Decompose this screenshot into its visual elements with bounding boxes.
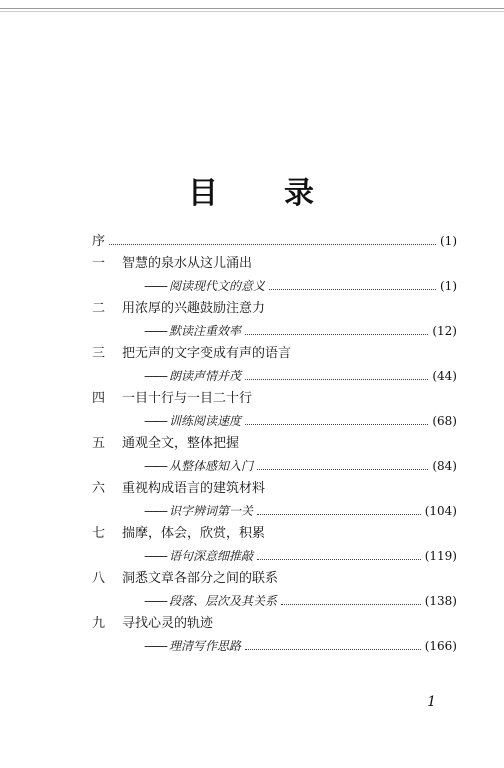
leader-dots [281, 603, 421, 605]
dash: —— [144, 369, 166, 384]
chapter-page: (119) [424, 549, 457, 563]
leader-dots [257, 468, 428, 470]
chapter-title: 把无声的文字变成有声的语言 [122, 345, 292, 361]
chapter-subtitle: 从整体感知入门 [169, 459, 254, 473]
toc-chapter-row[interactable] [92, 478, 457, 501]
top-rule [0, 8, 504, 9]
chapter-title: 洞悉文章各部分之间的联系 [122, 570, 279, 586]
dash: —— [144, 324, 166, 339]
chapter-title: 重视构成语言的建筑材料 [122, 480, 266, 496]
leader-dots [269, 288, 436, 290]
leader-dots [245, 648, 421, 650]
chapter-number: 四 [92, 390, 106, 406]
toc-chapter-row[interactable] [92, 613, 457, 636]
chapter-subtitle: 段落、层次及其关系 [169, 594, 278, 608]
toc-subtitle-row[interactable] [92, 410, 457, 433]
chapter-title: 揣摩，体会，欣赏，积累 [122, 525, 266, 541]
toc-chapter-row[interactable] [92, 298, 457, 321]
toc-subtitle-row[interactable] [92, 320, 457, 343]
chapter-page: (68) [432, 414, 457, 428]
toc-preface-row[interactable] [92, 230, 457, 253]
leader-dots [245, 423, 428, 425]
dash: —— [144, 279, 166, 294]
chapter-page: (104) [424, 504, 457, 518]
leader-dots [245, 333, 428, 335]
toc-subtitle-row[interactable] [92, 365, 457, 388]
chapter-number: 九 [92, 615, 106, 631]
chapter-page: (138) [424, 594, 457, 608]
top-rule-secondary [0, 11, 504, 12]
chapter-subtitle: 识字辨词第一关 [169, 504, 254, 518]
chapter-title: 通观全文，整体把握 [122, 435, 240, 451]
chapter-page: (1) [440, 279, 457, 293]
dash: —— [144, 639, 166, 654]
toc-subtitle-row[interactable] [92, 500, 457, 523]
toc-subtitle-row[interactable] [92, 275, 457, 298]
chapter-title: 智慧的泉水从这儿涌出 [122, 255, 253, 271]
toc-chapter-row[interactable] [92, 523, 457, 546]
dash: —— [144, 459, 166, 474]
leader-dots [257, 513, 421, 515]
table-of-contents [92, 230, 457, 658]
toc-subtitle-row[interactable] [92, 590, 457, 613]
chapter-subtitle: 训练阅读速度 [169, 414, 242, 428]
chapter-page: (44) [432, 369, 457, 383]
chapter-subtitle: 理清写作思路 [169, 639, 242, 653]
chapter-subtitle: 语句深意细推敲 [169, 549, 254, 563]
leader-dots [109, 243, 436, 245]
chapter-title: 寻找心灵的轨迹 [122, 615, 214, 631]
chapter-number: 三 [92, 345, 106, 361]
chapter-page: (84) [432, 459, 457, 473]
title-char-right: 录 [284, 176, 316, 211]
toc-chapter-row[interactable] [92, 388, 457, 411]
chapter-number: 一 [92, 255, 106, 271]
chapter-number: 二 [92, 300, 106, 316]
preface-page: (1) [440, 234, 457, 248]
page-title [0, 168, 504, 212]
chapter-subtitle: 朗读声情并茂 [169, 369, 242, 383]
chapter-number: 八 [92, 570, 106, 586]
chapter-subtitle: 默读注重效率 [169, 324, 242, 338]
chapter-number: 六 [92, 480, 106, 496]
chapter-title: 用浓厚的兴趣鼓励注意力 [122, 300, 266, 316]
toc-chapter-row[interactable] [92, 568, 457, 591]
chapter-page: (166) [424, 639, 457, 653]
chapter-number: 五 [92, 435, 106, 451]
chapter-page: (12) [432, 324, 457, 338]
toc-chapter-row[interactable] [92, 253, 457, 276]
leader-dots [257, 558, 421, 560]
toc-chapter-row[interactable] [92, 433, 457, 456]
dash: —— [144, 594, 166, 609]
leader-dots [245, 378, 428, 380]
title-char-left: 目 [188, 176, 220, 211]
dash: —— [144, 414, 166, 429]
page-number: 1 [427, 694, 436, 710]
preface-label: 序 [92, 234, 106, 249]
toc-subtitle-row[interactable] [92, 635, 457, 658]
toc-subtitle-row[interactable] [92, 455, 457, 478]
dash: —— [144, 549, 166, 564]
chapter-number: 七 [92, 525, 106, 541]
chapter-subtitle: 阅读现代文的意义 [169, 279, 266, 293]
toc-subtitle-row[interactable] [92, 545, 457, 568]
toc-chapter-row[interactable] [92, 343, 457, 366]
chapter-title: 一目十行与一目二十行 [122, 390, 253, 406]
dash: —— [144, 504, 166, 519]
chapter-list [92, 253, 457, 658]
